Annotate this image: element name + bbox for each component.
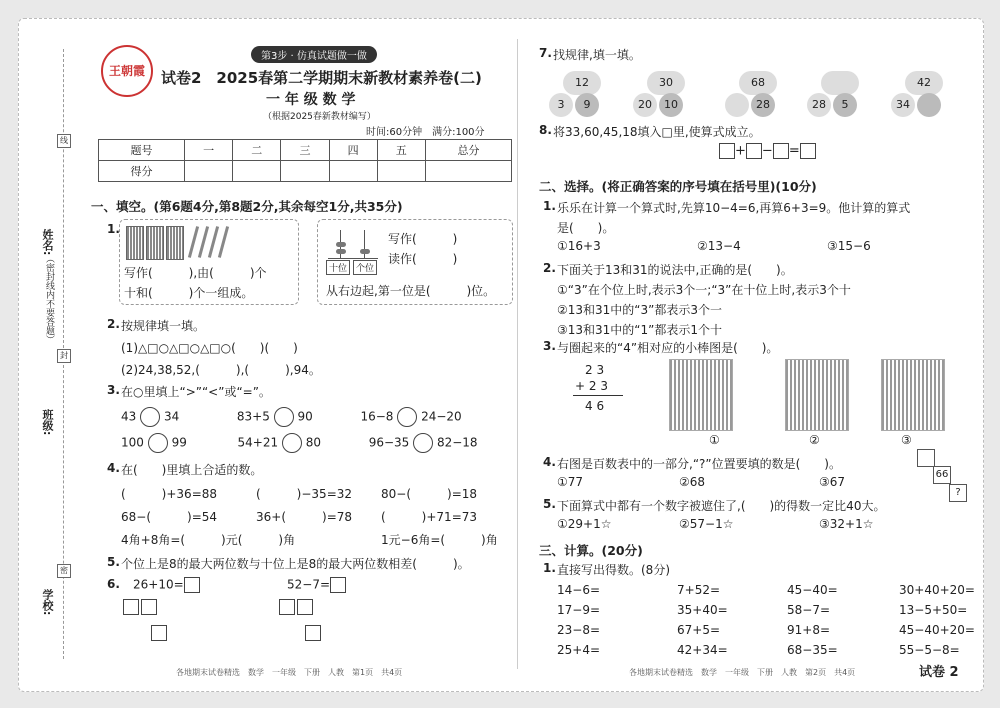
q3-number: 3. (107, 383, 120, 397)
pattern-left: 28 (807, 93, 831, 117)
seal-mark-3: 密 (57, 564, 71, 578)
q1a-line1: 写作( ),由( )个 (124, 266, 267, 280)
q1-number: 1. (107, 222, 120, 236)
q4-eq: 68−( )=54 (121, 510, 218, 524)
option[interactable]: ①77 (557, 475, 584, 489)
option[interactable]: ①29+1☆ (557, 517, 612, 531)
q1-card-b (317, 219, 513, 305)
pattern-left (725, 93, 749, 117)
s2-q1-line1: 乐乐在计算一个算式时,先算10−4=6,再算6+3=9。他计算的算式 (557, 201, 911, 215)
calc-item[interactable]: 55−5−8= (899, 643, 960, 657)
option[interactable]: ③32+1☆ (819, 517, 874, 531)
pattern-top: 12 (563, 71, 601, 95)
vertical-calc-line2: + 2 3 (575, 379, 608, 393)
abacus-icon (328, 230, 378, 259)
q6-eq2: 52−7= (287, 577, 346, 593)
pattern-top: 68 (739, 71, 777, 95)
calc-item[interactable]: 91+8= (787, 623, 831, 637)
q2-number: 2. (107, 317, 120, 331)
q1a-line2: 十和( )个一组成。 (124, 286, 254, 300)
q1b-write: 写作( ) (388, 232, 458, 246)
left-column (81, 19, 511, 691)
calc-item[interactable]: 68−35= (787, 643, 838, 657)
option[interactable]: ②57−1☆ (679, 517, 734, 531)
stick-picture-3 (881, 359, 945, 431)
q2-line2: (2)24,38,52,( ),( ),94。 (121, 363, 321, 377)
calc-item[interactable]: 35+40= (677, 603, 728, 617)
q4-eq: 4角+8角=( )元( )角 (121, 533, 296, 547)
compare-circle[interactable] (274, 407, 294, 427)
q4-eq: ( )+71=73 (381, 510, 478, 524)
pattern-right (917, 93, 941, 117)
score-header: 题号 (99, 140, 185, 161)
s2-q5-number: 5. (543, 497, 556, 511)
s2-q2-number: 2. (543, 261, 556, 275)
class-label: 班级: (41, 409, 54, 436)
school-label: 学校: (41, 589, 54, 616)
q4-number: 4. (107, 461, 120, 475)
q7-number: 7. (539, 46, 552, 60)
calc-item[interactable]: 42+34= (677, 643, 728, 657)
tens-place-label: 十位 (326, 260, 350, 275)
step-banner: 第3步 · 仿真试题做一做 (251, 46, 377, 63)
score-header: 二 (233, 140, 281, 161)
score-cell[interactable] (281, 161, 329, 182)
exam-note: （根据2025春新教材编写） (263, 112, 376, 122)
s2-q1-line2: 是( )。 (557, 221, 615, 235)
option[interactable]: ②13−4 (697, 239, 741, 253)
q1b-place: 从右边起,第一位是( )位。 (326, 284, 496, 298)
answer-box[interactable] (746, 143, 762, 159)
stick-bundle (146, 226, 164, 260)
exam-subtitle: 一 年 级 数 学 (266, 92, 356, 108)
s3-q1-number: 1. (543, 561, 556, 575)
split-box[interactable] (297, 599, 313, 615)
answer-box[interactable] (719, 143, 735, 159)
seal-note: （密封线内不要答题） (44, 254, 54, 344)
pattern-right: 28 (751, 93, 775, 117)
compare-circle[interactable] (397, 407, 417, 427)
score-cell[interactable] (185, 161, 233, 182)
pattern-top: 30 (647, 71, 685, 95)
calc-item[interactable]: 7+52= (677, 583, 721, 597)
q3-text: 在○里填上“>”“<”或“=”。 (121, 385, 271, 399)
q6-eq1: 26+10= (133, 577, 200, 593)
page-footer-right: 各地期末试卷精选 数学 一年级 下册 人教 第2页 共4页 (629, 668, 856, 677)
score-table (98, 139, 512, 182)
q3-row2: 100 99 54+21 80 96−35 82−18 (121, 433, 478, 453)
section-1-title: 一、填空。(第6题4分,第8题2分,其余每空1分,共35分) (91, 199, 403, 214)
q4-eq: 80−( )=18 (381, 487, 478, 501)
calc-item[interactable]: 45−40+20= (899, 623, 975, 637)
option[interactable]: ②68 (679, 475, 706, 489)
q4-eq: ( )+36=88 (121, 487, 218, 501)
q4-eq: 36+( )=78 (256, 510, 353, 524)
score-header: 三 (281, 140, 329, 161)
ones-place-label: 个位 (353, 260, 377, 275)
publisher-logo: 王朝霞 (101, 45, 153, 97)
exam-title: 试卷2 2025春第二学期期末新教材素养卷(二) (161, 69, 482, 87)
q3-row1: 43 34 83+5 90 16−8 24−20 (121, 407, 462, 427)
option[interactable]: ① (709, 433, 720, 447)
calc-item[interactable]: 58−7= (787, 603, 831, 617)
section-3-title: 三、计算。(20分) (539, 543, 643, 558)
stick-bundle (166, 226, 184, 260)
q7-text: 找规律,填一填。 (553, 48, 641, 62)
vertical-calc-line1: 2 3 (585, 363, 605, 377)
pattern-top (821, 71, 859, 95)
q5-text: 个位上是8的最大两位数与十位上是8的最大两位数相差( )。 (121, 557, 470, 571)
answer-box[interactable] (330, 577, 346, 593)
option[interactable]: ①“3”在个位上时,表示3个一;“3”在十位上时,表示3个十 (557, 283, 851, 297)
compare-circle[interactable] (140, 407, 160, 427)
compare-circle[interactable] (282, 433, 302, 453)
pattern-top: 42 (905, 71, 943, 95)
calc-item[interactable]: 45−40= (787, 583, 838, 597)
calc-item[interactable]: 67+5= (677, 623, 721, 637)
pattern-right: 9 (575, 93, 599, 117)
compare-circle[interactable] (148, 433, 168, 453)
s3-q1-text: 直接写出得数。(8分) (557, 563, 670, 577)
vertical-calc-result: 4 6 (585, 399, 605, 413)
q4-eq: ( )−35=32 (256, 487, 353, 501)
calc-item[interactable]: 14−6= (557, 583, 601, 597)
option[interactable]: ①16+3 (557, 239, 601, 253)
score-header: 总分 (425, 140, 511, 161)
stick-picture-2 (785, 359, 849, 431)
stick-picture-1 (669, 359, 733, 431)
right-column (529, 19, 975, 691)
s2-q3-text: 与圈起来的“4”相对应的小棒图是( )。 (557, 341, 779, 355)
option[interactable]: ③13和31中的“1”都表示1个十 (557, 323, 723, 337)
option[interactable]: ② (809, 433, 820, 447)
hundred-chart-unknown: ? (949, 484, 967, 502)
stick (218, 226, 229, 258)
q1b-read: 读作( ) (388, 252, 458, 266)
split-box[interactable] (151, 625, 167, 641)
q1-card-a (119, 219, 299, 305)
score-header: 四 (329, 140, 377, 161)
answer-box[interactable] (184, 577, 200, 593)
q8-text: 将33,60,45,18填入□里,使算式成立。 (553, 125, 761, 139)
option[interactable]: ③ (901, 433, 912, 447)
name-label: 姓名: (41, 229, 54, 256)
hundred-chart-cell (917, 449, 935, 467)
split-box[interactable] (141, 599, 157, 615)
score-row-label: 得分 (99, 161, 185, 182)
option[interactable]: ②13和31中的“3”都表示3个一 (557, 303, 723, 317)
s2-q4-number: 4. (543, 455, 556, 469)
q8-equation: + − = (719, 143, 816, 159)
s2-q3-number: 3. (543, 339, 556, 353)
q8-number: 8. (539, 123, 552, 137)
q5-number: 5. (107, 555, 120, 569)
q4-text: 在( )里填上合适的数。 (121, 463, 263, 477)
paper-label: 试卷 2 (919, 665, 959, 680)
answer-box[interactable] (800, 143, 816, 159)
compare-circle[interactable] (413, 433, 433, 453)
calc-item[interactable]: 25+4= (557, 643, 601, 657)
s2-q2-text: 下面关于13和31的说法中,正确的是( )。 (557, 263, 793, 277)
calc-item[interactable]: 23−8= (557, 623, 601, 637)
calc-item[interactable]: 30+40+20= (899, 583, 975, 597)
s2-q4-text: 右图是百数表中的一部分,“?”位置要填的数是( )。 (557, 457, 841, 471)
seal-mark-1: 线 (57, 134, 71, 148)
s2-q5-text: 下面算式中都有一个数字被遮住了,( )的得数一定比40大。 (557, 499, 886, 513)
pattern-right: 10 (659, 93, 683, 117)
section-2-title: 二、选择。(将正确答案的序号填在括号里)(10分) (539, 179, 817, 194)
option[interactable]: ③67 (819, 475, 846, 489)
time-score: 时间:60分钟 满分:100分 (366, 127, 485, 138)
hundred-chart-cell: 66 (933, 466, 951, 484)
seal-mark-2: 封 (57, 349, 71, 363)
stick (208, 226, 219, 258)
calc-rule (573, 395, 623, 396)
calc-item[interactable]: 13−5+50= (899, 603, 968, 617)
pattern-right: 5 (833, 93, 857, 117)
score-cell[interactable] (233, 161, 281, 182)
score-cell[interactable] (377, 161, 425, 182)
split-box[interactable] (305, 625, 321, 641)
binding-margin (19, 19, 79, 691)
score-header: 五 (377, 140, 425, 161)
column-divider (517, 39, 518, 669)
split-box[interactable] (123, 599, 139, 615)
split-box[interactable] (279, 599, 295, 615)
q4-eq: 1元−6角=( )角 (381, 533, 498, 547)
score-cell[interactable] (425, 161, 511, 182)
pattern-left: 34 (891, 93, 915, 117)
answer-box[interactable] (773, 143, 789, 159)
stick-bundle (126, 226, 144, 260)
q2-text: 按规律填一填。 (121, 319, 206, 333)
score-cell[interactable] (329, 161, 377, 182)
s2-q1-number: 1. (543, 199, 556, 213)
q2-line1: (1)△□○△□○△□○( )( ) (121, 341, 298, 355)
stick (198, 226, 209, 258)
stick (188, 226, 199, 258)
pattern-left: 20 (633, 93, 657, 117)
pattern-left: 3 (549, 93, 573, 117)
q6-number: 6. (107, 577, 120, 591)
calc-item[interactable]: 17−9= (557, 603, 601, 617)
exam-page (18, 18, 984, 692)
page-footer-left: 各地期末试卷精选 数学 一年级 下册 人教 第1页 共4页 (176, 668, 403, 677)
option[interactable]: ③15−6 (827, 239, 871, 253)
score-header: 一 (185, 140, 233, 161)
